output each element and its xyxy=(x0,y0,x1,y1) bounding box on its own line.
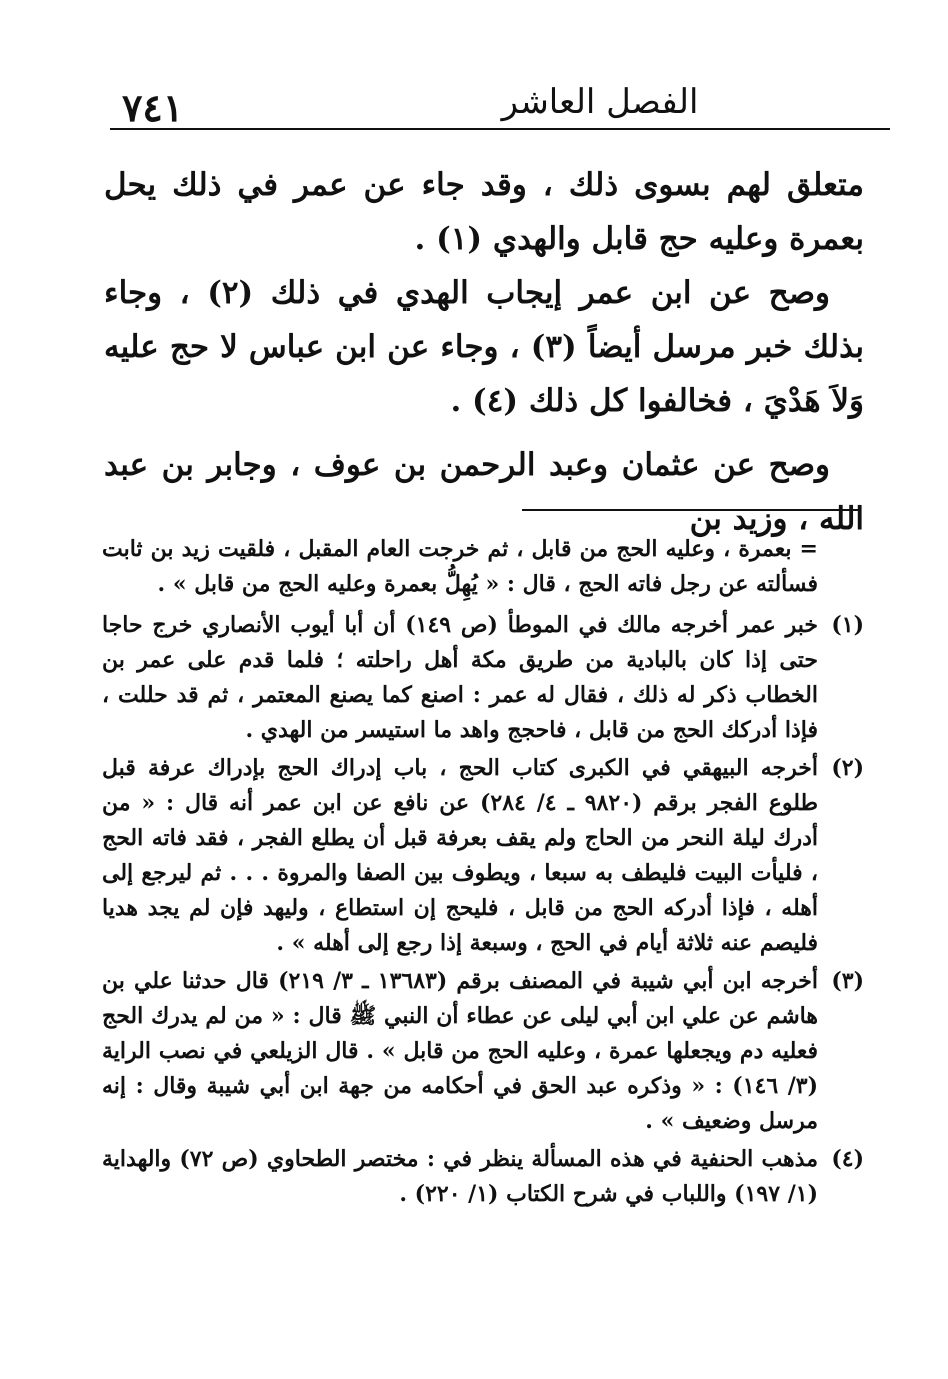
footnote xyxy=(102,751,864,961)
footnotes xyxy=(102,532,864,1215)
page-number: ٧٤١ xyxy=(122,85,184,130)
page-header xyxy=(110,78,890,138)
footnote-marker: (٢) xyxy=(831,755,864,781)
paragraph: وصح عن عثمان وعبد الرحمن بن عوف ، وجابر بن عبد الله ، وزيد بن xyxy=(104,447,864,537)
running-title: الفصل العاشر xyxy=(501,82,699,122)
footnote xyxy=(102,1142,864,1212)
footnote-continuation: = بعمرة ، وعليه الحج من قابل ، ثم خرجت العام المقبل ، فلقيت زيد بن ثابت فسألته عن رجل فاته الحج ، قال : « يُهِلُّ بعمرة وعليه الحج من قابل » . xyxy=(102,536,818,597)
footnote-separator xyxy=(522,509,860,511)
footnote xyxy=(102,608,864,748)
paragraph: متعلق لهم بسوى ذلك ، وقد جاء عن عمر في ذلك يحل بعمرة وعليه حج قابل والهدي (١) . xyxy=(104,167,864,257)
header-rule xyxy=(110,128,890,130)
paragraph: وصح عن ابن عمر إيجاب الهدي في ذلك (٢) ، وجاء بذلك خبر مرسل أيضاً (٣) ، وجاء عن ابن عباس لا حج عليه وَلاَ هَدْيَ ، فخالفوا كل ذلك (٤) . xyxy=(104,275,864,419)
footnote-text: خبر عمر أخرجه مالك في الموطأ (ص ١٤٩) أن أبا أيوب الأنصاري خرج حاجا حتى إذا كان بالبادية من طريق مكة أهل راحلته ؛ فلما قدم على عمر بن الخطاب ذكر له ذلك ، فقال له عمر : اصنع كما يصنع المعتمر ، ثم قد حللت ، فإذا أدركك الحج من قابل ، فاحجج واهد ما استيسر من الهدي . xyxy=(102,612,818,743)
footnote-marker: (١) xyxy=(831,612,864,638)
footnote xyxy=(102,964,864,1139)
footnote-marker: (٤) xyxy=(831,1146,864,1172)
footnote-text: أخرجه ابن أبي شيبة في المصنف برقم (١٣٦٨٣ ـ ٣/ ٢١٩) قال حدثنا علي بن هاشم عن علي ابن أبي ليلى عن عطاء أن النبي ﷺ قال : « من لم يدرك الحج فعليه دم ويجعلها عمرة ، وعليه الحج من قابل » . قال الزيلعي في نصب الراية (٣/ ١٤٦) : « وذكره عبد الحق في أحكامه من جهة ابن أبي شيبة وقال : إنه مرسل وضعيف » . xyxy=(102,968,819,1134)
main-text xyxy=(104,158,864,546)
footnote-text: مذهب الحنفية في هذه المسألة ينظر في : مختصر الطحاوي (ص ٧٢) والهداية (١/ ١٩٧) واللباب في شرح الكتاب (١/ ٢٢٠) . xyxy=(102,1146,818,1207)
footnote-text: أخرجه البيهقي في الكبرى كتاب الحج ، باب إدراك الحج بإدراك عرفة قبل طلوع الفجر برقم (٩٨٢٠ ـ ٤/ ٢٨٤) عن نافع عن ابن عمر أنه قال : « من أدرك ليلة النحر من الحاج ولم يقف بعرفة قبل أن يطلع الفجر ، فقد فاته الحج ، فليأت البيت فليطف به سبعا ، ويطوف بين الصفا والمروة . . . ثم ليرجع إلى أهله ، فإذا أدركه الحج من قابل ، فليحج إن استطاع ، وليهد فإن لم يجد هديا فليصم عنه ثلاثة أيام في الحج ، وسبعة إذا رجع إلى أهله » . xyxy=(102,755,819,956)
footnote-marker: (٣) xyxy=(831,968,864,994)
